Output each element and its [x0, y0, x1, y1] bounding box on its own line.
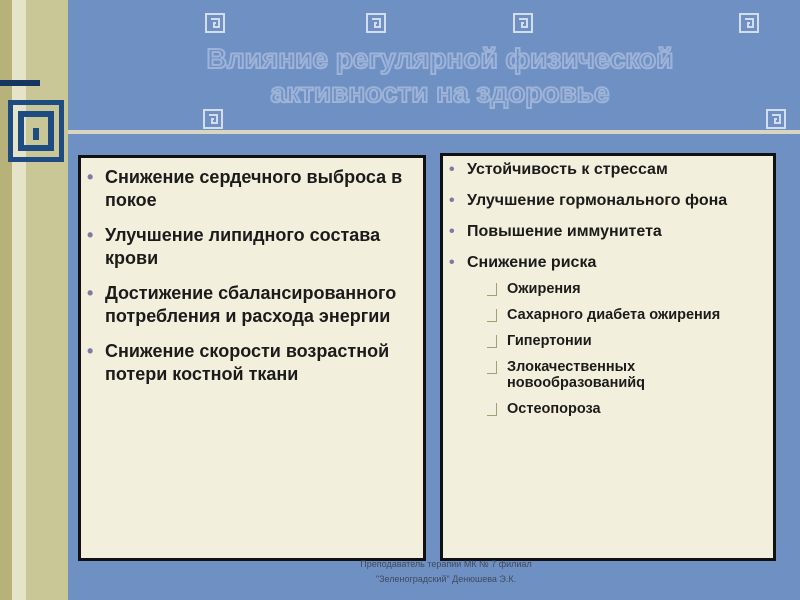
list-item: • Снижение сердечного выброса в покое — [81, 166, 423, 212]
background-key-icon — [204, 12, 226, 34]
background-key-icon — [202, 108, 224, 130]
title-line-2: активности на здоровье — [270, 77, 610, 108]
footer-credit — [330, 557, 562, 587]
background-key-icon — [765, 108, 787, 130]
sub-list-item: Злокачественных новообразованийq — [487, 359, 773, 391]
left-bullet-list — [81, 158, 423, 386]
sub-list-item: Ожирения — [487, 281, 773, 297]
right-bullet-list — [443, 156, 773, 417]
sub-list-item: Остеопороза — [487, 401, 773, 417]
list-item: • Повышение иммунитета — [443, 222, 773, 242]
footer-line-2: "Зеленоградский" Денюшева Э.К. — [375, 574, 517, 584]
list-item-with-subitems — [443, 253, 773, 417]
list-item: • Улучшение гормонального фона — [443, 191, 773, 211]
list-item: • Улучшение липидного состава крови — [81, 224, 423, 270]
sub-list-item: Гипертонии — [487, 333, 773, 349]
sub-list-item: Сахарного диабета ожирения — [487, 307, 773, 323]
background-key-icon — [365, 12, 387, 34]
top-accent-bar — [0, 80, 40, 86]
background-key-icon — [738, 12, 760, 34]
right-content-panel — [440, 153, 776, 561]
left-side-stripe — [0, 0, 12, 600]
sub-list — [467, 281, 773, 417]
page-title — [120, 42, 760, 110]
list-item-label: Снижение риска — [467, 254, 597, 271]
left-side-highlight — [12, 0, 26, 600]
title-line-1: Влияние регулярной физической — [206, 43, 674, 74]
list-item: • Достижение сбалансированного потребления и расхода энергии — [81, 282, 423, 328]
footer-line-1: Преподаватель терапии МК № 7 филиал — [360, 559, 532, 569]
background-key-icon — [512, 12, 534, 34]
list-item: • Устойчивость к стрессам — [443, 160, 773, 180]
left-content-panel — [78, 155, 426, 561]
greek-key-icon — [8, 100, 64, 162]
list-item: • Снижение скорости возрастной потери костной ткани — [81, 340, 423, 386]
horizontal-rule — [68, 130, 800, 134]
